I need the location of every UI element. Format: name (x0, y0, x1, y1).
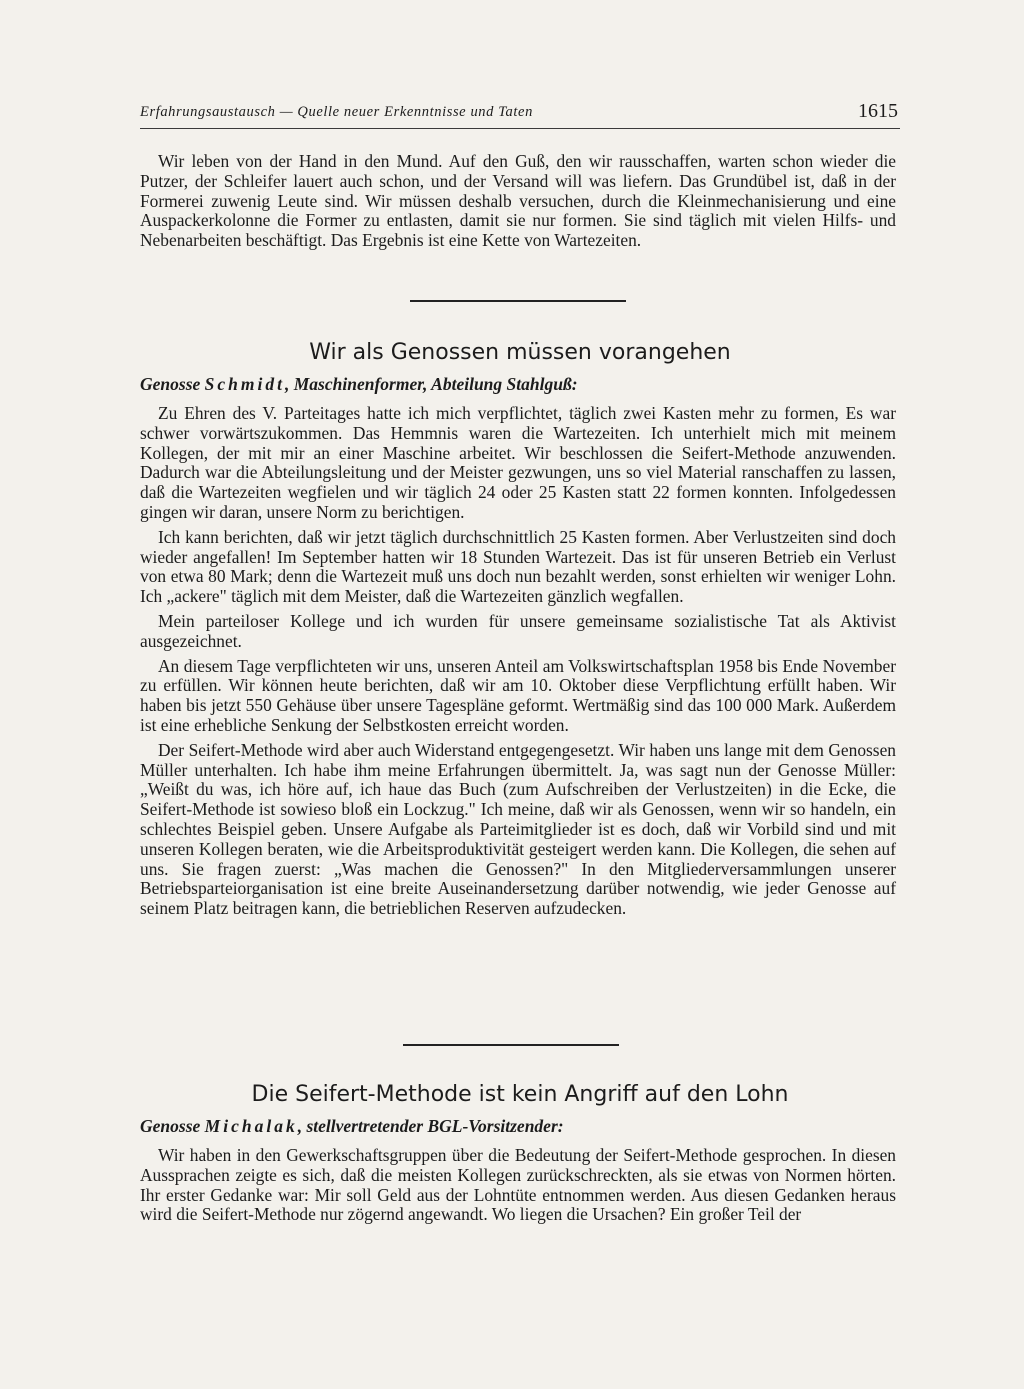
speaker-prefix: Genosse (140, 374, 205, 394)
intro-text (140, 152, 896, 251)
paragraph: Mein parteiloser Kollege und ich wurden für unsere gemeinsame sozialistische Tat als Aktivist ausgezeichnet. (140, 610, 896, 651)
section-body (140, 404, 896, 919)
speaker-role: , Maschinenformer, Abteilung Stahlguß: (284, 374, 578, 394)
running-title: Erfahrungsaustausch — Quelle neuer Erkenntnisse und Taten (140, 104, 533, 120)
speaker-name: Schmidt (204, 374, 285, 394)
speaker-name: Michalak (204, 1116, 298, 1136)
header-rule (140, 128, 900, 129)
section-divider (403, 1044, 619, 1046)
paragraph: Wir haben in den Gewerkschaftsgruppen über die Bedeutung der Seifert-Methode gesprochen. In diesen Aussprachen zeigte es sich, daß die meisten Kollegen zurückschreckten, als sie etwas von Normen hörten. Ihr erster Gedanke war: Mir soll Geld aus der Lohntüte entnommen werden. Aus diesen Gedanken heraus wird die Seifert-Methode nur zögernd angewandt. Wo liegen die Ursachen? Ein großer Teil der (140, 1145, 896, 1225)
section-divider (410, 300, 626, 302)
paragraph: An diesem Tage verpflichteten wir uns, unseren Anteil am Volkswirtschaftsplan 1958 bis Ende November zu erfüllen. Wir können heute berichten, daß wir am 10. Oktober diese Verpflichtung erfüllt haben. Wir haben bis jetzt 550 Gehäuse über unsere Tagespläne geformt. Wertmäßig sind das 100 000 Mark. Außerdem ist eine erhebliche Senkung der Selbstkosten erreicht worden. (140, 655, 896, 735)
section-heading: Die Seifert-Methode ist kein Angriff auf den Lohn (251, 1082, 789, 1107)
speaker-line (140, 1116, 900, 1137)
paragraph: Der Seifert-Methode wird aber auch Widerstand entgegengesetzt. Wir haben uns lange mit dem Genossen Müller unterhalten. Ich habe ihm meine Erfahrungen übermittelt. Ja, was sagt nun der Genosse Müller: „Weißt du was, ich höre auf, ich haue das Buch (zum Aufschreiben der Verlustzeiten) in die Ecke, die Seifert-Methode ist sowieso bloß ein Lockzug." Ich meine, daß wir als Genossen, wenn wir so handeln, ein schlechtes Beispiel geben. Unsere Aufgabe als Parteimitglieder ist es doch, daß wir Vorbild sind und mit unseren Kollegen beraten, wie die Arbeitsproduktivität gesteigert werden kann. Die Kollegen, die sehen auf uns. Sie fragen zuerst: „Was machen die Genossen?" In den Mitgliederversammlungen unserer Betriebsparteiorganisation ist eine breite Auseinandersetzung darüber notwendig, wie jeder Genosse auf seinem Platz beitragen kann, die betrieblichen Reserven aufzudecken. (140, 739, 896, 919)
section-heading: Wir als Genossen müssen vorangehen (309, 340, 731, 365)
paragraph: Zu Ehren des V. Parteitages hatte ich mich verpflichtet, täglich zwei Kasten mehr zu formen, Es war schwer vorwärtszukommen. Das Hemmnis waren die Wartezeiten. Ich unterhielt mich mit meinem Kollegen, der mit mir an einer Maschine arbeitet. Wir beschlossen die Seifert-Methode anzuwenden. Dadurch war die Abteilungsleitung und der Meister gezwungen, uns so viel Material ranschaffen zu lassen, daß die Wartezeiten wegfielen und wir täglich 24 oder 25 Kasten statt 22 formen konnten. Infolgedessen gingen wir daran, unsere Norm zu berichtigen. (140, 403, 896, 522)
section-body (140, 1146, 896, 1225)
running-head (140, 100, 900, 128)
speaker-line (140, 374, 900, 395)
speaker-prefix: Genosse (140, 1116, 205, 1136)
page-number: 1615 (858, 100, 898, 122)
speaker-role: , stellvertretender BGL-Vorsitzender: (297, 1116, 564, 1136)
paragraph: Ich kann berichten, daß wir jetzt täglich durchschnittlich 25 Kasten formen. Aber Verlustzeiten sind doch wieder angefallen! Im September hatten wir 18 Stunden Wartezeit. Das ist für unseren Betrieb ein Verlust von etwa 80 Mark; denn die Wartezeit muß uns doch nun bezahlt werden, sonst erhielten wir weniger Lohn. Ich „ackere" täglich mit dem Meister, daß die Wartezeiten gänzlich wegfallen. (140, 526, 896, 607)
intro-paragraph: Wir leben von der Hand in den Mund. Auf den Guß, den wir rausschaffen, warten schon wieder die Putzer, der Schleifer lauert auch schon, und der Versand will was liefern. Das Grundübel ist, daß in der Formerei zuwenig Leute sind. Wir müssen deshalb versuchen, durch die Kleinmechanisierung und eine Auspackerkolonne die Former zu entlasten, damit sie nur formen. Sie sind täglich mit vielen Hilfs- und Nebenarbeiten beschäftigt. Das Ergebnis ist eine Kette von Wartezeiten. (140, 151, 896, 251)
